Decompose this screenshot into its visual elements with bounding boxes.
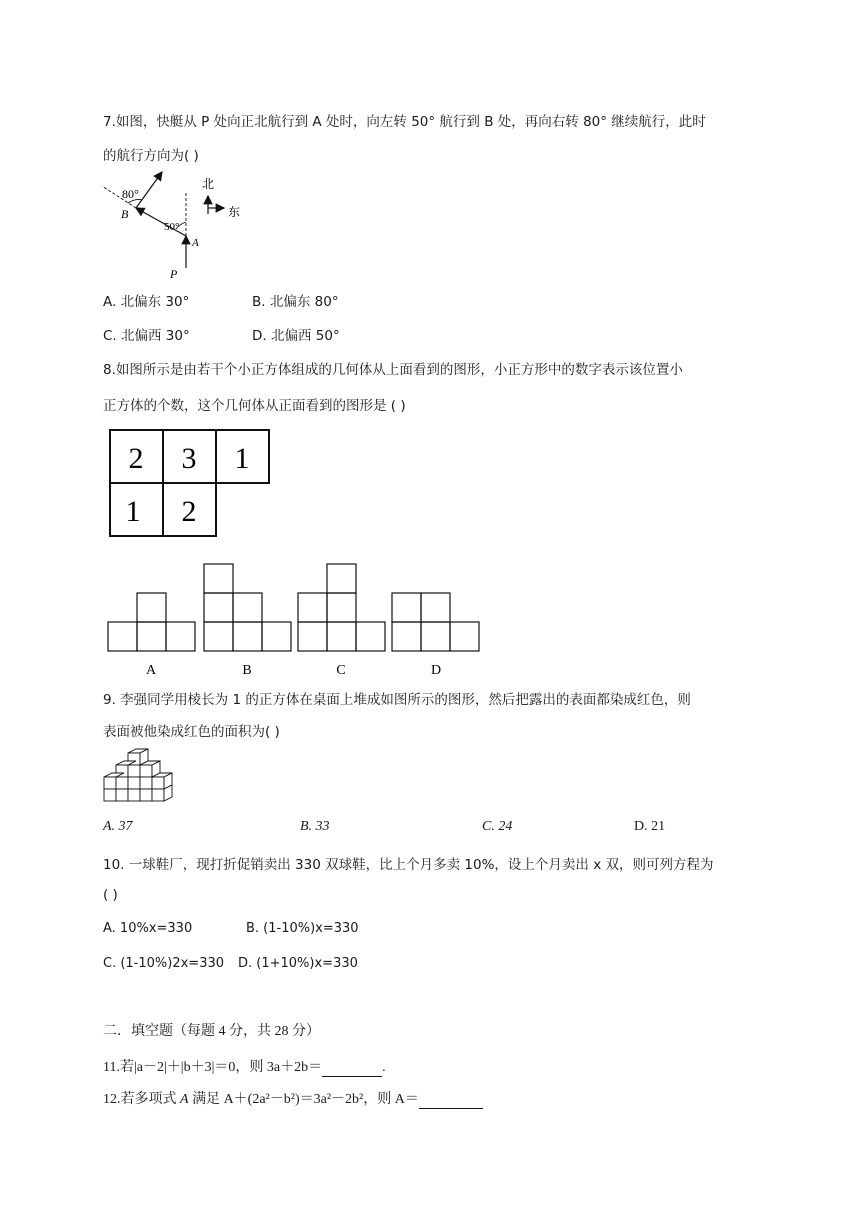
- q7-option-d: D. 北偏西 50°: [252, 328, 340, 344]
- q7-label-80: 80°: [122, 187, 139, 201]
- q12-expression: A＋(2a²－b²)＝3a²－2b²，则 A＝: [223, 1092, 419, 1107]
- q8-grid-cell: 1: [125, 495, 141, 528]
- q7-option-a: A. 北偏东 30°: [103, 294, 190, 310]
- q7-figure: [96, 170, 256, 282]
- q7-label-b: B: [121, 207, 129, 221]
- q9-cube-stack-figure: [102, 745, 177, 807]
- q8-front-view-choices: [104, 562, 484, 680]
- q9-text-line1: 9. 李强同学用棱长为 1 的正方体在桌面上堆成如图所示的图形，然后把露出的表面都染成红色，则: [103, 692, 691, 708]
- q8-text-line1: 8.如图所示是由若干个小正方体组成的几何体从上面看到的图形，小正方形中的数字表示该位置小: [103, 362, 683, 378]
- q11-line: [103, 1056, 386, 1077]
- q8-grid-cell: 3: [181, 442, 197, 475]
- q8-choice-label-a: A: [145, 663, 157, 678]
- q7-text-line1: 7.如图，快艇从 P 处向正北航行到 A 处时，向左转 50° 航行到 B 处，再向右转 80° 继续航行，此时: [103, 114, 706, 130]
- q8-choice-label-c: C: [336, 663, 346, 678]
- q10-text-line2: ( ): [103, 887, 118, 903]
- q8-choice-label-b: B: [242, 663, 252, 678]
- q9-option-b: [300, 819, 330, 835]
- q7-compass-north: 北: [202, 177, 215, 191]
- q11-text: 11.若|a－2|＋|b＋3|＝0，则 3a＋2b＝: [103, 1060, 323, 1075]
- q7-label-a: A: [192, 237, 199, 249]
- q7-text-line2: 的航行方向为( ): [103, 148, 199, 164]
- q8-top-view-grid: [108, 428, 278, 540]
- q9-option-c-text: C. 24: [482, 819, 513, 834]
- q12-prefix: 12.若多项式: [103, 1092, 180, 1107]
- q10-option-b: B. (1-10%)x=330: [246, 921, 359, 936]
- q10-text-line1: 10. 一球鞋厂，现打折促销卖出 330 双球鞋，比上个月多卖 10%，设上个月卖出 x 双，则可列方程为: [103, 857, 714, 873]
- q7-label-p: P: [170, 267, 178, 281]
- q11-answer-blank: [322, 1060, 382, 1077]
- q9-option-d: D. 21: [634, 819, 666, 834]
- q8-grid-cell: 2: [128, 442, 144, 475]
- q12-var-a: A: [180, 1092, 189, 1107]
- q12-answer-blank: [419, 1092, 483, 1109]
- q8-grid-cell: 2: [181, 495, 197, 528]
- q9-option-b-text: B. 33: [300, 819, 330, 834]
- q7-option-c: C. 北偏西 30°: [103, 328, 190, 344]
- q7-option-b: B. 北偏东 80°: [252, 294, 339, 310]
- q12-middle: 满足: [188, 1092, 224, 1107]
- q9-option-a-text: A. 37: [103, 819, 133, 834]
- q10-option-c: C. (1-10%)2x=330: [103, 956, 225, 971]
- q7-label-50: 50°: [164, 221, 180, 233]
- q10-option-d: D. (1+10%)x=330: [238, 956, 358, 971]
- q9-option-c: [482, 819, 512, 835]
- q7-path-b-onward: [136, 172, 162, 208]
- q8-text-line2: 正方体的个数，这个几何体从正面看到的图形是 ( ): [103, 398, 406, 414]
- q11-tail: .: [382, 1060, 386, 1075]
- section2-heading: 二．填空题（每题 4 分，共 28 分）: [103, 1024, 320, 1039]
- q9-option-a: [103, 819, 133, 835]
- q10-option-a: A. 10%x=330: [103, 921, 193, 936]
- q7-compass-east: 东: [228, 205, 241, 219]
- q9-text-line2: 表面被他染成红色的面积为( ): [103, 724, 280, 740]
- q12-line: [103, 1088, 483, 1109]
- q8-choice-label-d: D: [430, 663, 442, 678]
- q8-grid-cell: 1: [234, 442, 250, 475]
